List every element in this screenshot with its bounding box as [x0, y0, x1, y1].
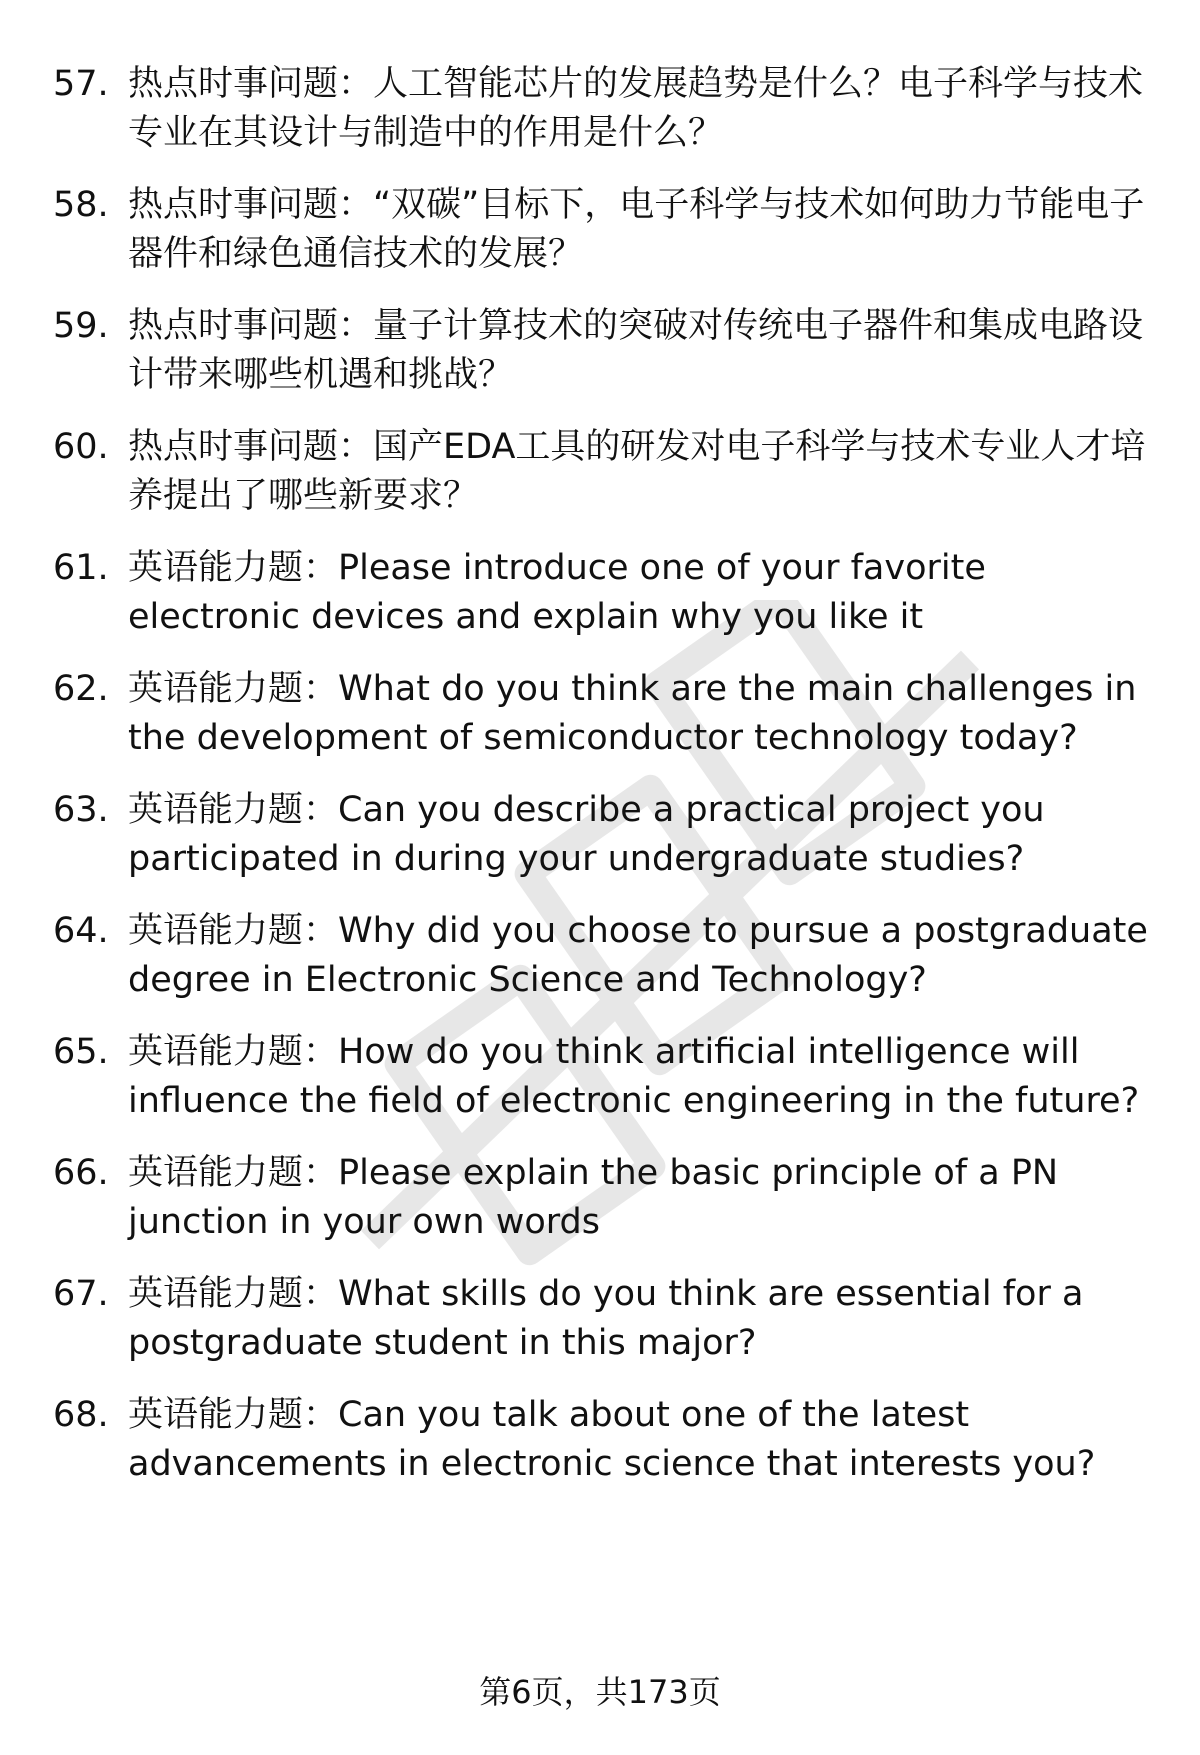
question-item: [53, 1270, 1153, 1368]
question-number: 58.: [53, 185, 109, 225]
question-item: [53, 181, 1153, 279]
page-number-footer: 第6页，共173页: [479, 1673, 721, 1711]
question-text: 热点时事问题：人工智能芯片的发展趋势是什么？电子科学与技术专业在其设计与制造中的作用是什么？: [128, 64, 1144, 153]
question-item: [53, 60, 1153, 158]
question-item: [53, 665, 1153, 763]
question-text: 英语能力题：Why did you choose to pursue a postgraduate degree in Electronic Science and Technology?: [128, 911, 1148, 1000]
question-text: 英语能力题：How do you think artificial intelligence will influence the field of electronic engineering in the future?: [128, 1032, 1140, 1121]
question-list: [53, 60, 1153, 1512]
question-item: [53, 302, 1153, 400]
question-text: 英语能力题：What do you think are the main challenges in the development of semiconductor technology today?: [128, 669, 1137, 758]
question-number: 60.: [53, 427, 109, 467]
question-number: 68.: [53, 1395, 109, 1435]
question-item: [53, 423, 1153, 521]
question-item: [53, 786, 1153, 884]
question-number: 67.: [53, 1274, 109, 1314]
question-number: 59.: [53, 306, 109, 346]
question-text: 英语能力题：Can you talk about one of the latest advancements in electronic science that interests you?: [128, 1395, 1096, 1484]
question-number: 63.: [53, 790, 109, 830]
question-number: 61.: [53, 548, 109, 588]
question-item: [53, 544, 1153, 642]
question-number: 57.: [53, 64, 109, 104]
question-number: 65.: [53, 1032, 109, 1072]
question-text: 热点时事问题：量子计算技术的突破对传统电子器件和集成电路设计带来哪些机遇和挑战？: [128, 306, 1144, 395]
question-item: [53, 1028, 1153, 1126]
question-item: [53, 907, 1153, 1005]
question-number: 62.: [53, 669, 109, 709]
question-text: 英语能力题：Please explain the basic principle of a PN junction in your own words: [128, 1153, 1059, 1242]
question-item: [53, 1391, 1153, 1489]
question-text: 热点时事问题：国产EDA工具的研发对电子科学与技术专业人才培养提出了哪些新要求？: [128, 427, 1146, 516]
question-text: 热点时事问题：“双碳”目标下，电子科学与技术如何助力节能电子器件和绿色通信技术的发展？: [128, 185, 1145, 274]
question-text: 英语能力题：What skills do you think are essential for a postgraduate student in this major?: [128, 1274, 1084, 1363]
question-number: 64.: [53, 911, 109, 951]
question-text: 英语能力题：Can you describe a practical project you participated in during your undergraduate studies?: [128, 790, 1045, 879]
question-item: [53, 1149, 1153, 1247]
question-text: 英语能力题：Please introduce one of your favorite electronic devices and explain why you like it: [128, 548, 986, 637]
question-number: 66.: [53, 1153, 109, 1193]
